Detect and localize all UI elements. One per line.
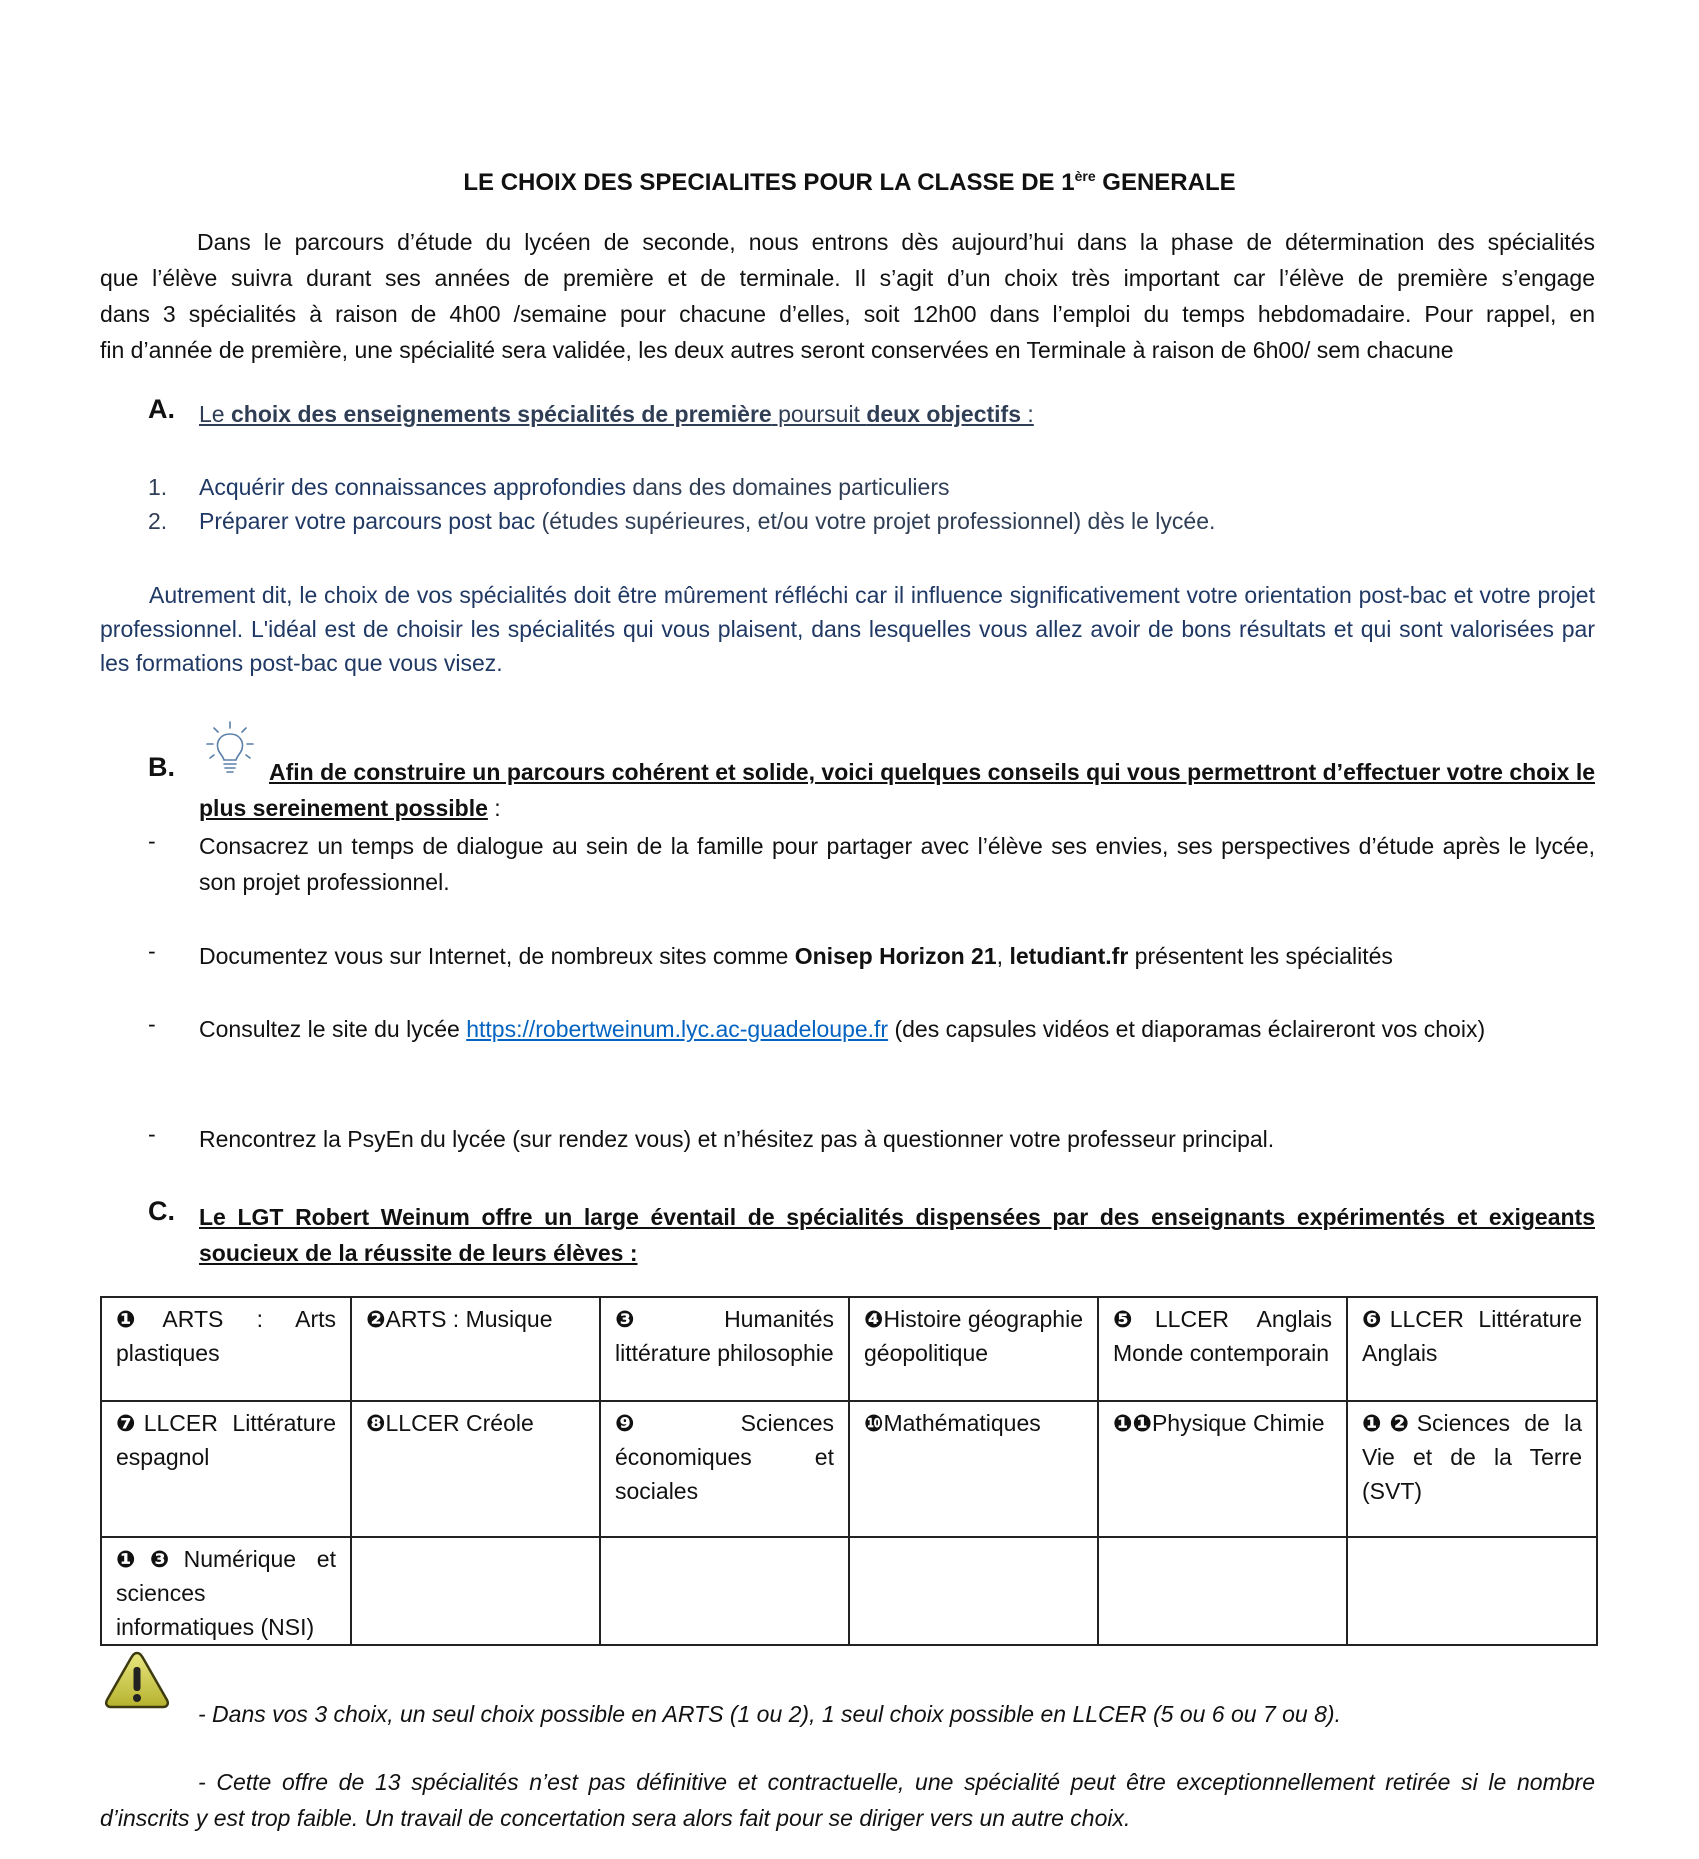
section-a-heading-bold: deux objectifs	[866, 401, 1021, 427]
speciality-name: LLCER Créole	[385, 1410, 534, 1436]
bullet-dash: -	[148, 828, 156, 854]
table-cell	[1347, 1297, 1597, 1401]
speciality-number: ❶	[116, 1306, 163, 1332]
table-cell	[1098, 1401, 1347, 1537]
speciality-name: ARTS : Musique	[385, 1306, 553, 1332]
bullet-dash: -	[148, 1011, 156, 1037]
bullet-item	[199, 938, 1595, 974]
note-2: - Cette offre de 13 spécialités n’est pas définitive et contractuelle, une spécialité peut être exceptionnellement retirée si le nombre d’inscrits y est trop faible. Un travail de concertation sera alors fait pour se diriger vers un autre choix.	[100, 1769, 1595, 1831]
list-item-text: (études supérieures, et/ou votre projet professionnel) dès le lycée.	[535, 508, 1216, 534]
intro-line-1: Dans le parcours d’étude du lycéen de seconde, nous entrons dès aujourd’hui dans la phase de détermination des spécialités	[197, 229, 1595, 255]
speciality-number: ❾	[615, 1410, 741, 1436]
table-cell	[351, 1537, 600, 1645]
list-item-highlight: Acquérir des connaissances approfondies	[199, 474, 627, 500]
bullet-item: Consacrez un temps de dialogue au sein de la famille pour partager avec l’élève ses envies, ses perspectives d’étude après le lycée, son projet professionnel.	[199, 833, 1595, 895]
speciality-name: Humanités littérature philosophie	[615, 1306, 834, 1366]
speciality-name: LLCER Littérature espagnol	[116, 1410, 336, 1470]
section-a-letter: A.	[148, 394, 175, 424]
table-row	[101, 1401, 1597, 1537]
bullet-dash: -	[148, 938, 156, 964]
speciality-number: ❹	[864, 1306, 884, 1332]
list-item	[199, 470, 950, 504]
speciality-name: Histoire géographie géopolitique	[864, 1306, 1083, 1366]
table-cell	[101, 1401, 351, 1537]
school-website-link[interactable]: https://robertweinum.lyc.ac-guadeloupe.fr	[466, 1016, 889, 1042]
list-item-text: dans des domaines particuliers	[626, 474, 950, 500]
speciality-name: Sciences économiques et sociales	[615, 1410, 834, 1504]
list-item-number: 1.	[148, 474, 168, 500]
list-item-highlight: Préparer votre parcours post bac	[199, 508, 536, 534]
speciality-name: LLCER Littérature Anglais	[1362, 1306, 1582, 1366]
bullet-text: Consultez le site du lycée	[199, 1016, 467, 1042]
table-cell	[101, 1537, 351, 1645]
list-item	[199, 504, 1215, 538]
section-c-letter: C.	[148, 1196, 175, 1226]
table-cell	[849, 1537, 1098, 1645]
note-1: - Dans vos 3 choix, un seul choix possible en ARTS (1 ou 2), 1 seul choix possible en LLCER (5 ou 6 ou 7 ou 8).	[198, 1701, 1341, 1727]
table-cell	[600, 1401, 849, 1537]
bullet-item: Rencontrez la PsyEn du lycée (sur rendez vous) et n’hésitez pas à questionner votre professeur principal.	[199, 1126, 1275, 1152]
table-cell	[600, 1297, 849, 1401]
section-a-heading-part: poursuit	[771, 401, 867, 427]
bullet-text: Documentez vous sur Internet, de nombreux sites comme	[199, 943, 795, 969]
table-cell	[849, 1401, 1098, 1537]
table-cell	[600, 1537, 849, 1645]
bullet-bold: Onisep Horizon 21	[794, 943, 997, 969]
speciality-number: ❿	[864, 1410, 884, 1436]
table-cell	[1347, 1401, 1597, 1537]
section-a-heading-part: Le	[199, 401, 231, 427]
intro-line-4: fin d’année de première, une spécialité sera validée, les deux autres seront conservées en Terminale à raison de 6h00/ sem chacune	[100, 337, 1454, 363]
intro-line-3: dans 3 spécialités à raison de 4h00 /semaine pour chacune d’elles, soit 12h00 dans l’emploi du temps hebdomadaire. Pour rappel, en	[100, 301, 1595, 327]
table-row	[101, 1297, 1597, 1401]
bullet-text: ,	[996, 943, 1010, 969]
speciality-number: ❶❶	[1113, 1410, 1152, 1436]
table-cell	[101, 1297, 351, 1401]
section-b-heading-text: Afin de construire un parcours cohérent et solide, voici quelques conseils qui vous permettront d’effectuer votre choix le plus sereinement possible	[199, 759, 1595, 821]
bullet-text: présentent les spécialités	[1128, 943, 1393, 969]
title-text: LE CHOIX DES SPECIALITES POUR LA CLASSE DE 1	[463, 169, 1075, 196]
speciality-name: Numérique et sciences informatiques (NSI)	[116, 1546, 336, 1640]
speciality-number: ❻	[1362, 1306, 1390, 1332]
specialities-table	[100, 1296, 1598, 1646]
table-cell	[351, 1297, 600, 1401]
title-text-end: GENERALE	[1095, 169, 1236, 196]
list-item-number: 2.	[148, 508, 168, 534]
section-a-heading-part: :	[1021, 401, 1034, 427]
speciality-name: Sciences de la Vie et de la Terre (SVT)	[1362, 1410, 1583, 1504]
speciality-number: ❶❷	[1362, 1410, 1417, 1436]
bullet-text: (des capsules vidéos et diaporamas éclaireront vos choix)	[888, 1016, 1486, 1042]
section-a-heading	[199, 397, 1034, 431]
speciality-number: ❷	[366, 1306, 386, 1332]
bullet-dash: -	[148, 1121, 156, 1147]
section-c-heading	[199, 1199, 1595, 1271]
page-title	[0, 168, 1699, 197]
speciality-name: LLCER Anglais Monde contemporain	[1113, 1306, 1332, 1366]
speciality-number: ❽	[366, 1410, 386, 1436]
section-b-heading	[199, 754, 1595, 826]
section-b-heading-end: :	[487, 795, 501, 821]
table-cell	[1098, 1297, 1347, 1401]
section-a-paragraph: Autrement dit, le choix de vos spécialités doit être mûrement réfléchi car il influence significativement votre orientation post-bac et votre projet professionnel. L'idéal est de choisir les spécialités qui vous plaisent, dans lesquelles vous allez avoir de bons résultats et qui sont valorisées par les formations post-bac que vous visez.	[100, 582, 1595, 676]
section-a-heading-bold: choix des enseignements spécialités de première	[230, 401, 772, 427]
intro-line-2: que l’élève suivra durant ses années de première et de terminale. Il s’agit d’un choix très important car l’élève de première s’engage	[100, 265, 1595, 291]
table-cell	[351, 1401, 600, 1537]
bullet-item	[199, 1011, 1595, 1047]
warning-icon	[104, 1650, 170, 1710]
section-c-heading-text: Le LGT Robert Weinum offre un large éventail de spécialités dispensées par des enseignants expérimentés et exigeants soucieux de la réussite de leurs élèves :	[199, 1204, 1595, 1266]
table-row	[101, 1537, 1597, 1645]
table-cell	[1347, 1537, 1597, 1645]
title-superscript: ère	[1074, 168, 1096, 184]
speciality-name: Mathématiques	[883, 1410, 1041, 1436]
speciality-number: ❶❸	[116, 1546, 184, 1572]
speciality-number: ❼	[116, 1410, 144, 1436]
speciality-name: Physique Chimie	[1151, 1410, 1325, 1436]
speciality-number: ❺	[1113, 1306, 1155, 1332]
speciality-name: ARTS : Arts plastiques	[116, 1306, 336, 1366]
bullet-bold: letudiant.fr	[1009, 943, 1129, 969]
table-cell	[849, 1297, 1098, 1401]
speciality-number: ❸	[615, 1306, 725, 1332]
section-b-letter: B.	[148, 752, 175, 782]
table-cell	[1098, 1537, 1347, 1645]
